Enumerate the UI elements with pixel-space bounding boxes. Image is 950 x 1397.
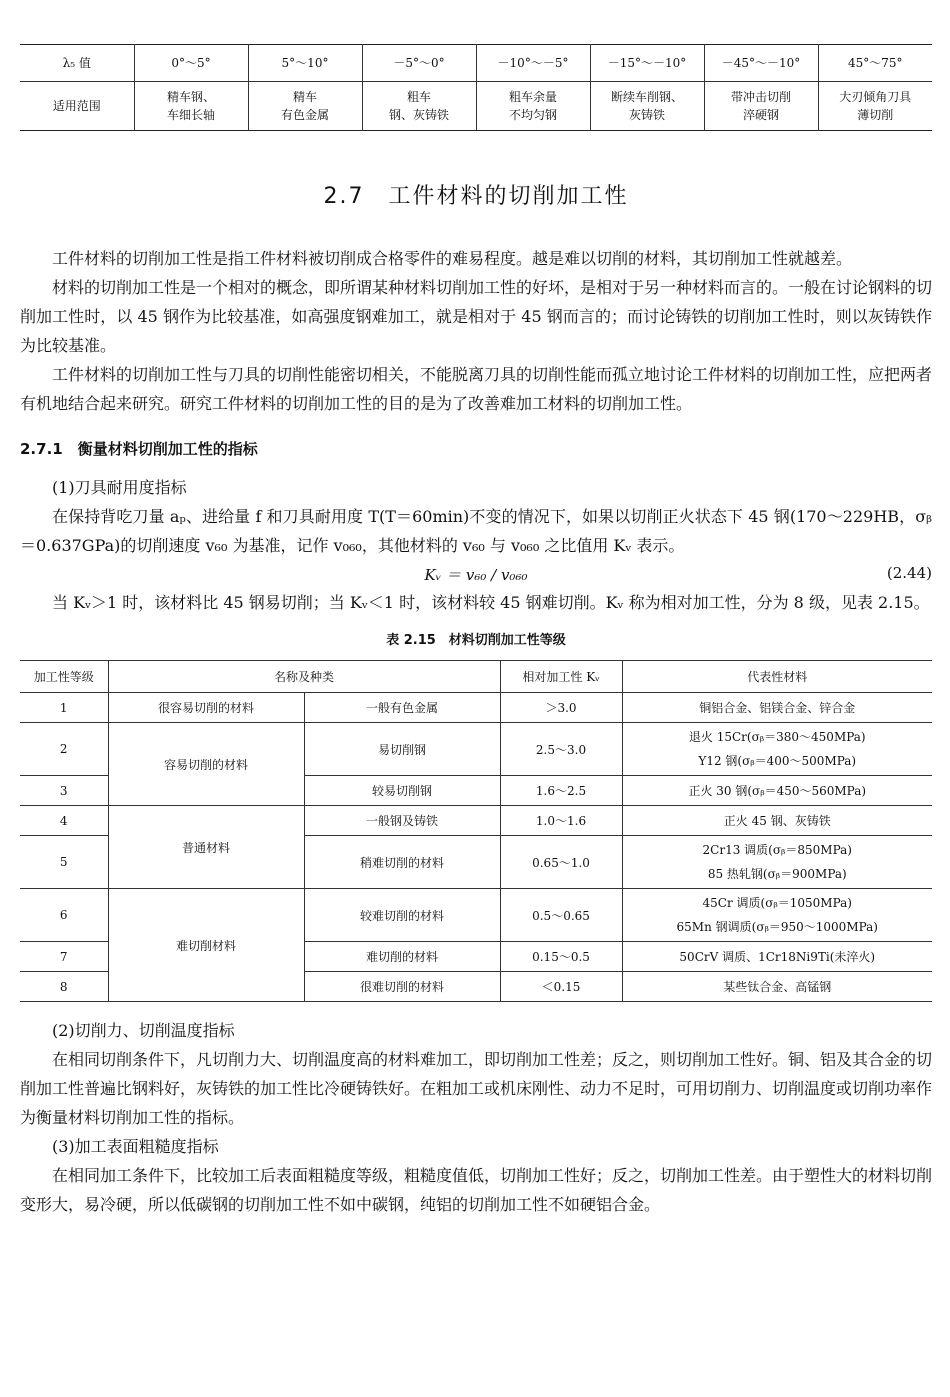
- table-row: [20, 806, 932, 836]
- page: [20, 44, 932, 1219]
- table-cell: 容易切削的材料: [108, 723, 304, 806]
- table-cell: 退火 15Cr(σᵦ＝380～450MPa) Y12 钢(σᵦ＝400～500MPa): [622, 723, 932, 776]
- table-cell: 1: [20, 693, 108, 723]
- after-table-section: [20, 1016, 932, 1219]
- table-cell: 粗车 钢、灰铸铁: [362, 82, 476, 131]
- paragraph: 当 Kᵥ＞1 时，该材料比 45 钢易切削；当 Kᵥ＜1 时，该材料较 45 钢难切削。Kᵥ 称为相对加工性，分为 8 级，见表 2.15。: [52, 593, 930, 612]
- paragraph: 工件材料的切削加工性与刀具的切削性能密切相关，不能脱离刀具的切削性能而孤立地讨论工件材料的切削加工性，应把两者有机地结合起来研究。研究工件材料的切削加工性的目的是为了改善难加工材料的切削加工性。: [20, 365, 933, 413]
- paragraph: 在保持背吃刀量 aₚ、进给量 f 和刀具耐用度 T(T＝60min)不变的情况下，如果以切削正火状态下 45 钢(170～229HB，σᵦ＝0.637GPa)的切削速度 v₆₀ 为基准，记作 v₀₆₀，其他材料的 v₆₀ 与 v₀₆₀ 之比值用 Kᵥ 表示。: [20, 507, 932, 555]
- table-cell: 很容易切削的材料: [108, 693, 304, 723]
- table-caption: 表 2.15 材料切削加工性等级: [386, 633, 566, 648]
- table-cell: 45°～75°: [818, 45, 932, 82]
- table-cell: 2.5～3.0: [500, 723, 622, 776]
- paragraph: 在相同切削条件下，凡切削力大、切削温度高的材料难加工，即切削加工性差；反之，则切削加工性好。铜、铝及其合金的切削加工性普遍比钢料好，灰铸铁的加工性比冷硬铸铁好。在粗加工或机床刚性、动力不足时，可用切削力、切削温度或切削功率作为衡量材料切削加工性的指标。: [20, 1050, 933, 1127]
- paragraph: 在相同加工条件下，比较加工后表面粗糙度等级，粗糙度值低，切削加工性好；反之，切削加工性差。由于塑性大的材料切削变形大，易冷硬，所以低碳钢的切削加工性不如中碳钢，纯铝的切削加工性不如硬铝合金。: [20, 1166, 933, 1214]
- table-cell: ＜0.15: [500, 972, 622, 1002]
- paragraph: 材料的切削加工性是一个相对的概念，即所谓某种材料切削加工性的好坏，是相对于另一种材料而言的。一般在讨论钢料的切削加工性时，以 45 钢作为比较基准，如高强度钢难加工，就是相对于 45 钢而言的；而讨论铸铁的切削加工性时，则以灰铸铁作为比较基准。: [20, 278, 933, 355]
- table-cell: 0.15～0.5: [500, 942, 622, 972]
- table-cell: －45°～－10°: [704, 45, 818, 82]
- table-cell: 0.5～0.65: [500, 889, 622, 942]
- table-cell: 较易切削钢: [304, 776, 500, 806]
- table-cell: 1.6～2.5: [500, 776, 622, 806]
- table-header-cell: 名称及种类: [108, 661, 500, 693]
- table-cell: 7: [20, 942, 108, 972]
- section-title: 2.7 工件材料的切削加工性: [323, 184, 629, 209]
- table-cell: 2Cr13 调质(σᵦ＝850MPa) 85 热轧钢(σᵦ＝900MPa): [622, 836, 932, 889]
- lambda-header-row: [20, 45, 932, 82]
- table-cell: 50CrV 调质、1Cr18Ni9Ti(未淬火): [622, 942, 932, 972]
- table-cell: 精车 有色金属: [248, 82, 362, 131]
- table-cell: λ₅ 值: [20, 45, 134, 82]
- table-cell: 0.65～1.0: [500, 836, 622, 889]
- table-cell: 5°～10°: [248, 45, 362, 82]
- table-cell: 普通材料: [108, 806, 304, 889]
- table-cell: －15°～－10°: [590, 45, 704, 82]
- item-title: (3)加工表面粗糙度指标: [52, 1137, 219, 1156]
- table-cell: 粗车余量 不均匀钢: [476, 82, 590, 131]
- table-cell: 大刃倾角刀具 薄切削: [818, 82, 932, 131]
- table-cell: 适用范围: [52, 99, 101, 113]
- table-header-cell: 加工性等级: [20, 661, 108, 693]
- table-row: [20, 693, 932, 723]
- table-cell: 2: [20, 723, 108, 776]
- table-cell: 6: [20, 889, 108, 942]
- subsection-title: 2.7.1 衡量材料切削加工性的指标: [20, 440, 258, 458]
- table-cell: ＞3.0: [500, 693, 622, 723]
- table-cell: －5°～0°: [362, 45, 476, 82]
- lambda-angle-table: [20, 44, 932, 131]
- table-cell: 铜铝合金、铝镁合金、锌合金: [622, 693, 932, 723]
- table-cell: 一般有色金属: [304, 693, 500, 723]
- table-header-cell: 代表性材料: [622, 661, 932, 693]
- table-cell: 易切削钢: [304, 723, 500, 776]
- item-title: (1)刀具耐用度指标: [52, 478, 187, 497]
- table-cell: 正火 45 钢、灰铸铁: [622, 806, 932, 836]
- table-header-row: [20, 661, 932, 693]
- table-cell: 难切削的材料: [304, 942, 500, 972]
- equation-number: (2.44): [886, 564, 932, 582]
- item-title: (2)切削力、切削温度指标: [52, 1021, 235, 1040]
- table-cell: －10°～－5°: [476, 45, 590, 82]
- table-cell: 很难切削的材料: [304, 972, 500, 1002]
- lambda-usage-row: [20, 82, 932, 131]
- table-cell: 精车钢、 车细长轴: [134, 82, 248, 131]
- table-row: [20, 889, 932, 942]
- table-cell: 带冲击切削 淬硬钢: [704, 82, 818, 131]
- table-cell: 0°～5°: [134, 45, 248, 82]
- equation: [20, 560, 932, 588]
- table-cell: 8: [20, 972, 108, 1002]
- table-cell: 45Cr 调质(σᵦ＝1050MPa) 65Mn 钢调质(σᵦ＝950～1000MPa): [622, 889, 932, 942]
- paragraph: 工件材料的切削加工性是指工件材料被切削成合格零件的难易程度。越是难以切削的材料，其切削加工性就越差。: [52, 249, 853, 268]
- table-cell: 4: [20, 806, 108, 836]
- machinability-table: [20, 660, 932, 1002]
- equation-formula: Kᵥ ＝ v₆₀ / v₀₆₀: [424, 566, 528, 584]
- table-cell: 某些钛合金、高锰钢: [622, 972, 932, 1002]
- table-cell: 断续车削钢、 灰铸铁: [590, 82, 704, 131]
- table-cell: 一般钢及铸铁: [304, 806, 500, 836]
- table-header-cell: 相对加工性 Kᵥ: [500, 661, 622, 693]
- table-cell: 5: [20, 836, 108, 889]
- table-cell: 难切削材料: [108, 889, 304, 1002]
- table-cell: 稍难切削的材料: [304, 836, 500, 889]
- table-cell: 1.0～1.6: [500, 806, 622, 836]
- table-cell: 正火 30 钢(σᵦ＝450～560MPa): [622, 776, 932, 806]
- table-row: [20, 723, 932, 776]
- table-cell: 3: [20, 776, 108, 806]
- table-cell: 较难切削的材料: [304, 889, 500, 942]
